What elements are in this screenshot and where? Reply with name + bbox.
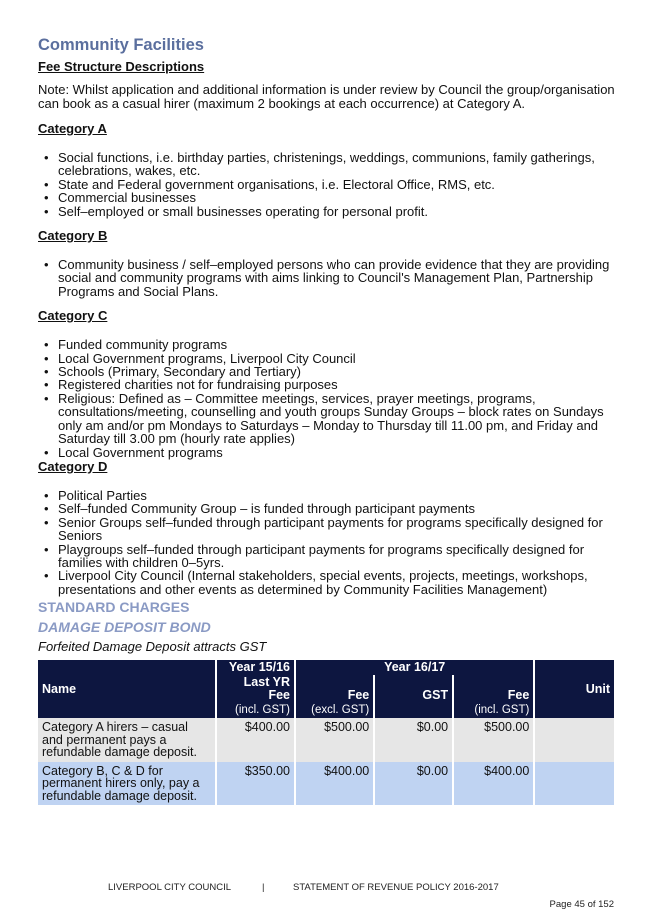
list-item: • Religious: Defined as – Committee meetings, services, prayer meetings, programs, consultations/meeting, counselling and youth groups Sunday Groups – block rates on Sundays only am and/or pm Mondays to Saturdays – Monday to Thursday till 11.00 pm, and Friday and Saturday till 3.00 pm (hourly rate applies)	[44, 390, 604, 447]
list-item: • Funded community programs	[44, 337, 228, 353]
col-gst-header: GST	[375, 675, 452, 703]
list-item: • State and Federal government organisations, i.e. Electoral Office, RMS, etc.	[44, 176, 495, 192]
row-name: Category A hirers – casual and permanent pays a refundable damage deposit.	[38, 718, 215, 762]
col-current-year-header: Year 16/17	[296, 660, 533, 675]
page-content	[38, 35, 616, 805]
list-item: • Self–employed or small businesses operating for personal profit.	[44, 203, 428, 219]
col-fee-incl-sub: (incl. GST)	[454, 703, 533, 718]
row-unit	[535, 762, 614, 806]
list-item: • Liverpool City Council (Internal stakeholders, special events, projects, meetings, workshops, presentations and other events as determined by Community Facilities Management)	[44, 568, 588, 597]
row-fee-incl: $400.00	[454, 762, 533, 806]
category-c-list	[38, 338, 616, 459]
table-header-row	[38, 660, 614, 675]
category-c-heading: Category C	[38, 308, 108, 324]
list-item: • Political Parties	[44, 487, 147, 503]
fee-table	[36, 660, 616, 805]
col-fee-excl-sub: (excl. GST)	[296, 703, 373, 718]
list-item: • Local Government programs, Liverpool City Council	[44, 350, 356, 366]
category-b-heading: Category B	[38, 228, 108, 244]
row-gst: $0.00	[375, 718, 452, 762]
category-a-list	[38, 151, 616, 218]
row-unit	[535, 718, 614, 762]
col-name-header: Name	[38, 660, 215, 718]
category-a-heading: Category A	[38, 121, 107, 136]
row-gst: $0.00	[375, 762, 452, 806]
page-number: Page 45 of 152	[549, 899, 614, 910]
table-row	[38, 718, 614, 762]
footer-separator: |	[262, 882, 265, 893]
list-item: • Schools (Primary, Secondary and Tertiary)	[44, 364, 302, 380]
table-row	[38, 762, 614, 806]
category-d-heading: Category D	[38, 458, 108, 474]
row-last-year: $400.00	[217, 718, 294, 762]
list-item: • Playgroups self–funded through participant payments for programs specifically designed for families with children 0–5yrs.	[44, 541, 585, 570]
row-name: Category B, C & D for permanent hirers only, pay a refundable damage deposit.	[38, 762, 215, 806]
row-fee-excl: $500.00	[296, 718, 373, 762]
col-fee-incl-header: Fee	[454, 675, 533, 703]
list-item: • Social functions, i.e. birthday parties, christenings, weddings, communions, family gatherings, celebrations, wakes, etc.	[44, 150, 595, 179]
list-item: • Registered charities not for fundraising purposes	[44, 377, 338, 393]
col-fee-excl-header: Fee	[296, 675, 373, 703]
subsection-title: DAMAGE DEPOSIT BOND	[38, 619, 211, 636]
list-item: • Senior Groups self–funded through participant payments for programs specifically designed for Seniors	[44, 514, 603, 544]
category-b-list	[38, 258, 616, 298]
section-title: STANDARD CHARGES	[38, 599, 190, 616]
col-last-year-sub: (incl. GST)	[217, 703, 294, 718]
list-item: • Self–funded Community Group – is funded through participant payments	[44, 501, 475, 517]
row-last-year: $350.00	[217, 762, 294, 806]
col-unit-header: Unit	[535, 660, 614, 718]
review-note: Note: Whilst application and additional information is under review by Council the group/organisation can book as a casual hirer (maximum 2 bookings at each occurrence) at Category A.	[38, 82, 615, 111]
list-item: • Commercial businesses	[44, 190, 196, 206]
list-item: • Local Government programs	[44, 444, 223, 460]
category-d-list	[38, 489, 616, 596]
col-last-year-header: Last YR Fee	[217, 675, 294, 703]
list-item: • Community business / self–employed persons who can provide evidence that they are providing social and community programs with aims linking to Council's Management Plan, Partnership Programs and Social Plans.	[44, 257, 610, 299]
row-fee-incl: $500.00	[454, 718, 533, 762]
row-fee-excl: $400.00	[296, 762, 373, 806]
subsection-note: Forfeited Damage Deposit attracts GST	[38, 639, 267, 655]
footer-org: LIVERPOOL CITY COUNCIL	[108, 882, 232, 893]
page-title: Community Facilities	[38, 36, 204, 54]
page-subtitle: Fee Structure Descriptions	[38, 59, 205, 74]
footer-doc-title: STATEMENT OF REVENUE POLICY 2016-2017	[293, 882, 499, 893]
col-last-year-top: Year 15/16	[217, 660, 294, 675]
